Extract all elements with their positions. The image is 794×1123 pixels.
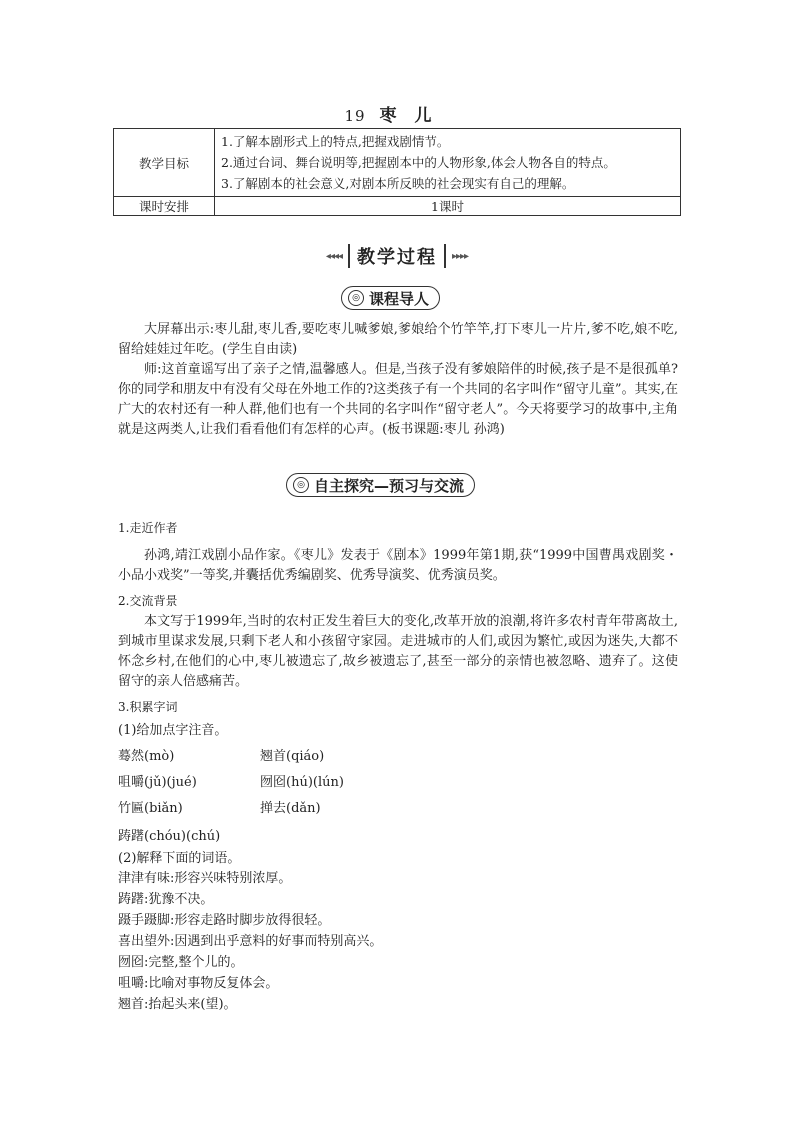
schedule-value: 1课时 [215, 197, 681, 216]
intro-paragraph-2: 师:这首童谣写出了亲子之情,温馨感人。但是,当孩子没有爹娘陪伴的时候,孩子是不是很孤单?你的同学和朋友中有没有父母在外地工作的?这类孩子有一个共同的名字叫作“留守儿童”。其实,在广大的农村还有一种人群,他们也有一个共同的名字叫作“留守老人”。今天将要学习的故事中,主角就是这两类人,让我们看看他们有怎样的心声。(板书课题:枣儿 孙鸿) [118, 362, 678, 437]
definition-item: 津津有味:形容兴味特别浓厚。 [118, 871, 292, 886]
section-heading-explore [286, 473, 475, 497]
section-heading-intro [341, 286, 440, 310]
goal-label: 教学目标 [114, 129, 215, 197]
schedule-label: 课时安排 [114, 197, 215, 216]
section-heading-text: 课程导人 [369, 289, 430, 308]
sub-heading: (2)解释下面的词语。 [118, 851, 241, 866]
pinyin-item: 踌躇(chóu)(chú) [118, 829, 221, 844]
definition-item: 踌躇:犹豫不决。 [118, 892, 214, 907]
book-icon: ◎ [348, 290, 364, 306]
author-paragraph: 孙鸿,靖江戏剧小品作家。《枣儿》发表于《剧本》1999年第1期,获“1999中国曹禺戏剧奖・小品小戏奖”一等奖,并囊括优秀编剧奖、优秀导演奖、优秀演员奖。 [118, 548, 678, 583]
pinyin-item: 掸去(dǎn) [260, 801, 321, 816]
definition-item: 咀嚼:比喻对事物反复体会。 [118, 976, 279, 991]
intro-paragraph-1: 大屏幕出示:枣儿甜,枣儿香,要吃枣儿喊爹娘,爹娘给个竹竿竿,打下枣儿一片片,爹不吃,娘不吃,留给娃娃过年吃。(学生自由读) [118, 322, 678, 357]
definition-item: 囫囵:完整,整个儿的。 [118, 955, 244, 970]
item-heading: 1.走近作者 [118, 521, 178, 535]
goal-item: 1.了解本剧形式上的特点,把握戏剧情节。 [221, 134, 450, 149]
pinyin-item: 竹匾(biǎn) [118, 801, 183, 816]
section-banner [0, 241, 794, 271]
lesson-number: 19 [344, 107, 366, 125]
book-icon: ◎ [293, 477, 309, 493]
definition-item: 蹑手蹑脚:形容走路时脚步放得很轻。 [118, 913, 331, 928]
goal-list [215, 129, 681, 197]
left-arrows-icon: ◂◂◂◂ [325, 250, 342, 262]
teaching-goals-table [113, 128, 681, 216]
background-paragraph: 本文写于1999年,当时的农村正发生着巨大的变化,改革开放的浪潮,将许多农村青年带离故土,到城市里谋求发展,只剩下老人和小孩留守家园。走进城市的人们,或因为繁忙,或因为迷失,大都不怀念乡村,在他们的心中,枣儿被遗忘了,故乡被遗忘了,甚至一部分的亲情也被忽略、遗弃了。这使留守的亲人倍感痛苦。 [118, 614, 678, 689]
lesson-name: 枣儿 [379, 106, 450, 126]
banner-divider [444, 244, 446, 268]
pinyin-item: 咀嚼(jǔ)(jué) [118, 775, 197, 790]
pinyin-item: 囫囵(hú)(lún) [260, 775, 344, 790]
item-heading: 2.交流背景 [118, 594, 178, 608]
section-heading-text: 自主探究—预习与交流 [314, 476, 465, 495]
pinyin-item: 蓦然(mò) [118, 749, 175, 764]
banner-divider [348, 244, 350, 268]
pinyin-item: 翘首(qiáo) [260, 749, 325, 764]
item-heading: 3.积累字词 [118, 700, 178, 714]
sub-heading: (1)给加点字注音。 [118, 723, 228, 738]
right-arrows-icon: ▸▸▸▸ [452, 250, 469, 262]
goal-item: 3.了解剧本的社会意义,对剧本所反映的社会现实有自己的理解。 [221, 176, 575, 191]
banner-title: 教学过程 [357, 247, 437, 268]
definition-item: 喜出望外:因遇到出乎意料的好事而特别高兴。 [118, 934, 383, 949]
goal-item: 2.通过台词、舞台说明等,把握剧本中的人物形象,体会人物各自的特点。 [221, 155, 616, 170]
definition-item: 翘首:抬起头来(望)。 [118, 997, 237, 1012]
lesson-title [0, 101, 794, 126]
